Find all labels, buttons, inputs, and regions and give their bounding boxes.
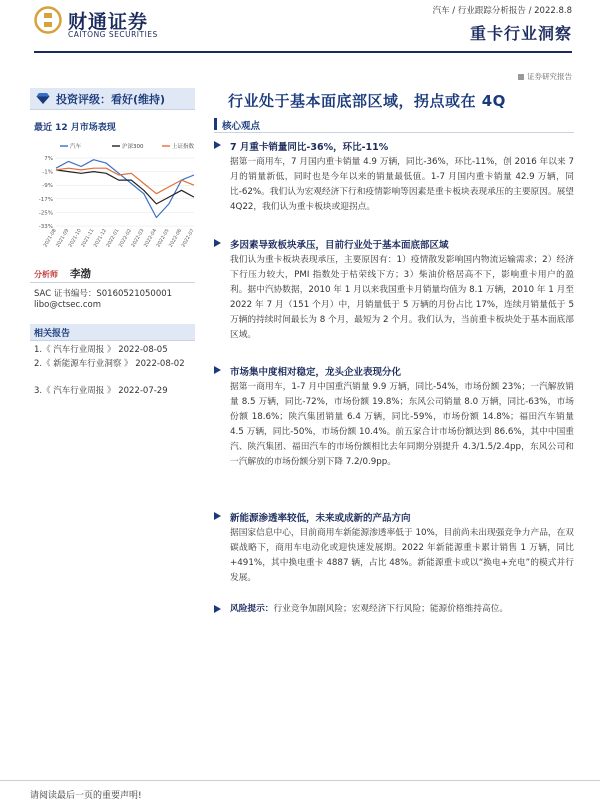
header-divider	[34, 51, 572, 53]
y-tick-label: -25%	[38, 210, 53, 217]
y-tick-label: -1%	[42, 169, 53, 176]
caitong-logo-icon	[34, 6, 62, 34]
risk-label: 风险提示：	[230, 604, 274, 614]
core-marker	[214, 118, 217, 130]
section-heading: 多因素导致板块承压，目前行业处于基本面底部区域	[230, 240, 449, 251]
x-tick-label: 2021-11	[81, 228, 96, 249]
footer-disclaimer[interactable]: 请阅读最后一页的重要声明!	[30, 791, 142, 801]
department-label: 证券研究报告	[518, 71, 572, 82]
section-body: 据第一商用车，7 月国内重卡销量 4.9 万辆，同比-36%，环比-11%，创 2016 年以来 7 月的销量新低，同时也是今年以来的销量最低值。1-7 月国内重卡销量 42.9 万辆，同比-62%。我们认为宏观经济下行和疫情影响等因素是重卡板块表现承压的主要原因。展望 4Q22，我们认为重卡板块或迎拐点。	[230, 157, 574, 212]
logo-text-en: CAITONG SECURITIES	[68, 30, 158, 39]
series-line	[56, 168, 194, 194]
x-tick-label: 2021-12	[93, 228, 108, 249]
x-tick-label: 2022-06	[168, 228, 184, 249]
logo-text-cn: 财通证券	[68, 11, 149, 33]
report-headline: 行业处于基本面底部区域，拐点或在 4Q	[228, 92, 506, 110]
x-tick-label: 2021-08	[43, 228, 58, 249]
document-icon	[518, 74, 524, 80]
chart-title: 最近 12 月市场表现	[34, 123, 116, 133]
section-heading: 7 月重卡销量同比-36%，环比-11%	[230, 142, 389, 153]
x-tick-label: 2022-02	[118, 228, 134, 249]
y-tick-label: 7%	[44, 156, 53, 162]
section-body: 我们认为重卡板块表现承压，主要原因有：1）疫情散发影响国内物流运输需求；2）经济下行压力较大，PMI 指数处于枯荣线下方；3）柴油价格居高不下，影响重卡用户的盈利。据中汽协数据，2010 年 1 月以来我国重卡月销量均值为 8.1 万辆，2010 年 1 月至 2022 年 7 月（151 个月）中，月销量低于 5 万辆的月份占比 17%，连续月销量低于 5 万辆的持续时间最长为 8 个月，最短为 2 个月。我们认为，当前重卡板块处于基本面底部区域。	[230, 255, 574, 340]
bullet-arrow-icon	[214, 141, 221, 149]
x-tick-label: 2022-01	[106, 228, 121, 249]
core-views-title: 核心观点	[222, 121, 261, 132]
analyst-email[interactable]: libo@ctsec.com	[34, 300, 102, 310]
related-report-item[interactable]: 1.《 汽车行业周报 》 2022-08-05	[34, 345, 168, 355]
diamond-icon	[36, 92, 50, 105]
footer-divider	[0, 780, 600, 781]
section-body: 据国家信息中心，目前商用车新能源渗透率低于 10%，目前尚未出现强竞争力产品，在双碳战略下，商用车电动化或迎快速发展期。2022 年新能源重卡累计销售 1 万辆，同比+491%，其中换电重卡 4887 辆，占比 48%。新能源重卡或以“换电+充电”的模式并行发展。	[230, 528, 574, 583]
x-tick-label: 2021-10	[68, 228, 83, 249]
related-report-item[interactable]: 3.《 汽车行业周报 》 2022-07-29	[34, 386, 168, 396]
report-meta: 汽车 / 行业跟踪分析报告 / 2022.8.8	[432, 6, 572, 16]
y-tick-label: -17%	[38, 196, 53, 203]
legend-label: 沪深300	[122, 144, 144, 150]
section-body: 据第一商用车，1-7 月中国重汽销量 9.9 万辆，同比-54%，市场份额 23%；一汽解放销量 8.5 万辆，同比-72%，市场份额 19.8%；东风公司销量 8.0 万辆，同比-63%，市场份额 18.6%；陕汽集团销量 6.4 万辆，同比-59%，市场份额 14.8%；福田汽车销量 4.5 万辆，同比-50%，市场份额 10.4%。前五家合计市场份额达到 86.6%，其中中国重汽、陕汽集团、福田汽车的市场份额相比去年同期分别提升 4.3/1.5/2.4pp，东风公司和一汽解放的市场份额分别下降 7.2/0.9pp。	[230, 382, 574, 467]
related-report-item[interactable]: 2.《 新能源车行业洞察 》 2022-08-02	[34, 359, 185, 369]
risk-text: 行业竞争加剧风险；宏观经济下行风险；能源价格维持高位。	[273, 604, 508, 614]
bullet-arrow-icon	[214, 366, 221, 374]
x-tick-label: 2022-03	[131, 228, 146, 249]
risk-warning	[230, 602, 508, 614]
legend-label: 汽车	[70, 144, 82, 150]
legend-label: 上证指数	[172, 144, 195, 150]
sac-number: SAC 证书编号：S0160521050001	[34, 289, 173, 299]
analyst-divider	[30, 282, 195, 283]
section-heading: 市场集中度相对稳定，龙头企业表现分化	[230, 367, 402, 378]
analyst-label: 分析师	[34, 270, 58, 279]
bullet-arrow-icon	[214, 605, 221, 613]
section-heading: 新能源渗透率较低，未来或成新的产品方向	[230, 513, 411, 524]
y-tick-label: -33%	[38, 224, 53, 230]
bullet-arrow-icon	[214, 239, 221, 247]
investment-rating: 投资评级：看好(维持)	[56, 93, 166, 106]
core-divider	[214, 132, 574, 133]
series-line	[56, 160, 194, 218]
bullet-arrow-icon	[214, 512, 221, 520]
report-series-title: 重卡行业洞察	[469, 24, 572, 43]
market-performance-chart	[30, 138, 200, 260]
y-tick-label: -9%	[42, 183, 53, 190]
x-tick-label: 2021-09	[55, 228, 71, 249]
analyst-name: 李渤	[70, 268, 91, 280]
x-tick-label: 2022-05	[156, 228, 171, 249]
x-tick-label: 2022-04	[143, 228, 159, 249]
x-tick-label: 2022-07	[181, 228, 196, 249]
related-reports-title: 相关报告	[34, 329, 71, 339]
